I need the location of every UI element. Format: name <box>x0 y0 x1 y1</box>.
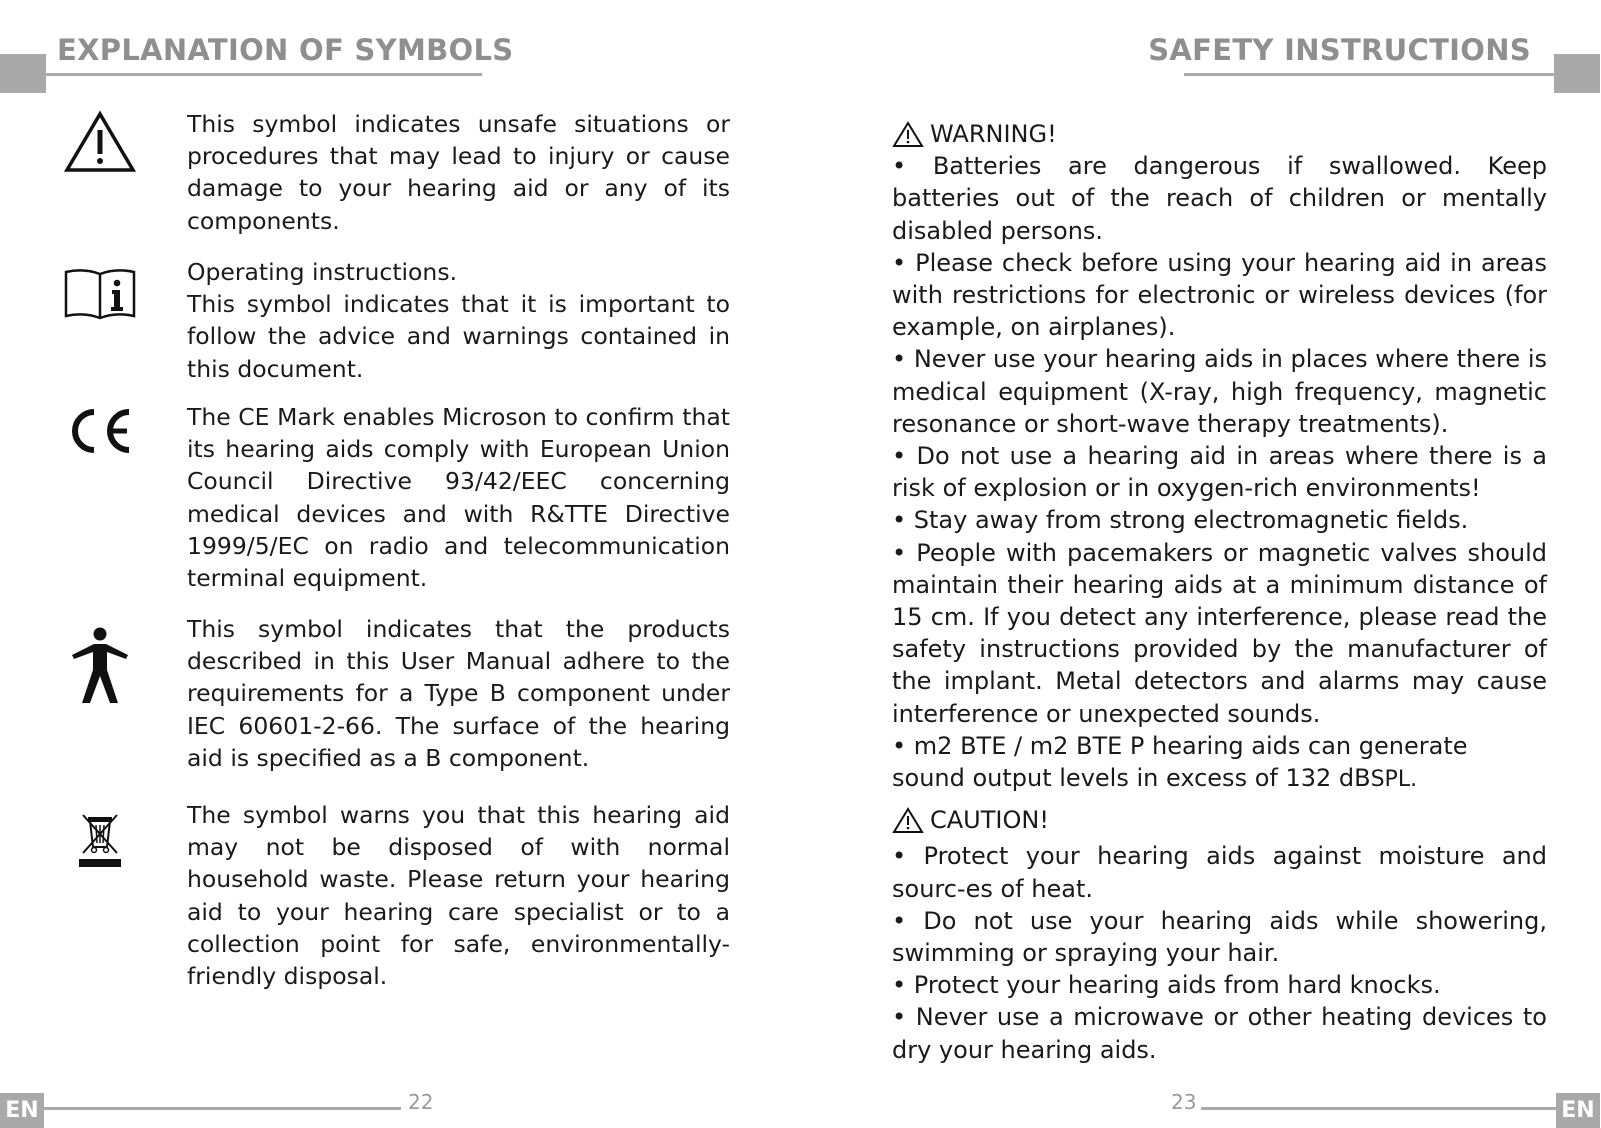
header-rule <box>46 73 482 76</box>
warning-heading <box>892 118 1547 150</box>
spl-item-text: • m2 BTE / m2 BTE P hearing aids can generate sound output levels in excess of 132 dB <box>892 731 1468 793</box>
header-tab <box>1554 54 1600 93</box>
language-tab: EN <box>1556 1093 1600 1128</box>
symbol-description: The CE Mark enables Microson to confirm that its hearing aids comply with European Union Council Directive 93/42/EEC concerning medical devices and with R&TTE Directive 1999/5/EC on radio and telecommunication terminal equipment. <box>187 403 730 593</box>
header-rule <box>1184 73 1554 76</box>
safety-instructions-body <box>892 118 1547 1066</box>
crossed-bin-icon <box>58 813 142 869</box>
footer-rule <box>1201 1107 1556 1110</box>
warning-item: • Do not use a hearing aid in areas where there is a risk of explosion or in oxygen-rich environments! <box>892 442 1547 503</box>
warning-item: • Never use your hearing aids in places where there is medical equipment (X-ray, high frequency, magnetic resonance or short-wave therapy treatments). <box>892 345 1547 438</box>
caution-triangle-icon <box>892 807 924 834</box>
type-b-person-icon <box>58 627 142 705</box>
right-page <box>800 0 1600 1128</box>
warning-item: • Batteries are dangerous if swallowed. Keep batteries out of the reach of children or mentally disabled persons. <box>892 152 1547 245</box>
symbol-description: This symbol indicates that the products described in this User Manual adhere to the requirements for a Type B component under IEC 60601-2-66. The surface of the hearing aid is specified as a B component. <box>187 615 730 772</box>
symbol-description: Operating instructions. This symbol indicates that it is important to follow the advice and warnings contained in this document. <box>187 258 730 383</box>
caution-item: • Protect your hearing aids from hard knocks. <box>892 971 1441 1000</box>
page-title: EXPLANATION OF SYMBOLS <box>57 33 514 67</box>
caution-heading <box>892 804 1547 836</box>
page-title: SAFETY INSTRUCTIONS <box>1148 33 1531 67</box>
spl-subscript: SPL. <box>1370 767 1418 793</box>
warning-item <box>892 730 1547 796</box>
footer-rule <box>44 1107 401 1110</box>
warning-item: • Please check before using your hearing aid in areas with restrictions for electronic or wireless devices (for example, on airplanes). <box>892 248 1547 342</box>
symbol-description: The symbol warns you that this hearing aid may not be disposed of with normal household waste. Please return your hearing aid to your hearing care specialist or to a collection point for safe, environmentally-friendly disposal. <box>187 801 730 991</box>
page-number: 22 <box>408 1090 434 1114</box>
symbol-description: This symbol indicates unsafe situations or procedures that may lead to injury or cause damage to your hearing aid or any of its components. <box>187 110 730 235</box>
caution-item: • Protect your hearing aids against moisture and sourc-es of heat. <box>892 842 1547 903</box>
warning-triangle-icon <box>892 121 924 148</box>
caution-item: • Never use a microwave or other heating devices to dry your hearing aids. <box>892 1003 1547 1064</box>
header-tab <box>0 54 46 93</box>
warning-item: • Stay away from strong electromagnetic fields. <box>892 506 1469 535</box>
warning-item: • People with pacemakers or magnetic valves should maintain their hearing aids at a minimum distance of 15 cm. If you detect any interference, please read the safety instructions provided by the manufacturer of the implant. Metal detectors and alarms may cause interference or unexpected sounds. <box>892 538 1547 728</box>
caution-item: • Do not use your hearing aids while showering, swimming or spraying your hair. <box>892 906 1547 968</box>
operating-instructions-icon <box>58 266 142 320</box>
language-tab: EN <box>0 1093 44 1128</box>
left-page <box>0 0 800 1128</box>
ce-mark-icon <box>58 407 142 455</box>
warning-triangle-icon <box>58 110 142 174</box>
warning-label: WARNING! <box>930 120 1057 148</box>
page-number: 23 <box>1171 1090 1197 1114</box>
caution-label: CAUTION! <box>930 806 1049 835</box>
